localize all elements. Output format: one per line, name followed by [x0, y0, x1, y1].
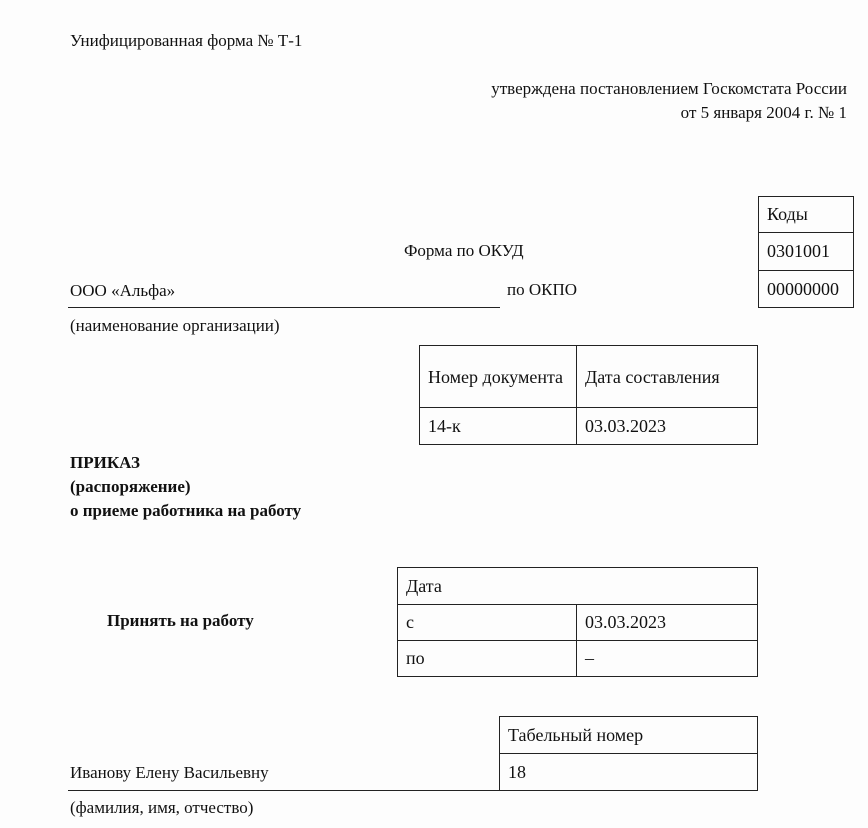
tab-number-value: 18 — [500, 754, 758, 791]
okpo-label: по ОКПО — [507, 280, 578, 299]
employee-caption: (фамилия, имя, отчество) — [70, 798, 254, 817]
codes-title: Коды — [759, 197, 854, 233]
hire-label: Принять на работу — [107, 611, 254, 630]
employee-name: Иванову Елену Васильевну — [70, 763, 269, 782]
hire-to-value: – — [577, 641, 758, 677]
codes-table — [758, 196, 854, 308]
doc-number-header: Номер документа — [420, 346, 577, 408]
organization-name: ООО «Альфа» — [70, 281, 176, 300]
tab-number-header: Табельный номер — [500, 717, 758, 754]
doc-number: 14-к — [420, 408, 577, 445]
doc-date-header: Дата составления — [577, 346, 758, 408]
tab-number-table — [499, 716, 758, 791]
document-table — [419, 345, 758, 445]
hire-from-label: с — [398, 605, 577, 641]
approval-line-2: от 5 января 2004 г. № 1 — [680, 103, 847, 122]
hire-from-value: 03.03.2023 — [577, 605, 758, 641]
okud-label: Форма по ОКУД — [404, 241, 524, 260]
employee-underline — [68, 790, 499, 791]
doc-date: 03.03.2023 — [577, 408, 758, 445]
approval-line-1: утверждена постановлением Госкомстата России — [491, 79, 847, 98]
hire-to-label: по — [398, 641, 577, 677]
order-title: ПРИКАЗ — [70, 453, 140, 472]
order-subtitle: (распоряжение) — [70, 477, 191, 496]
hire-dates-table — [397, 567, 758, 677]
okpo-value: 00000000 — [759, 271, 854, 308]
hire-date-header: Дата — [398, 568, 758, 605]
form-name: Унифицированная форма № Т-1 — [70, 31, 303, 50]
organization-underline — [68, 307, 500, 308]
organization-caption: (наименование организации) — [70, 316, 280, 335]
order-subject: о приеме работника на работу — [70, 501, 302, 520]
okud-value: 0301001 — [759, 233, 854, 271]
